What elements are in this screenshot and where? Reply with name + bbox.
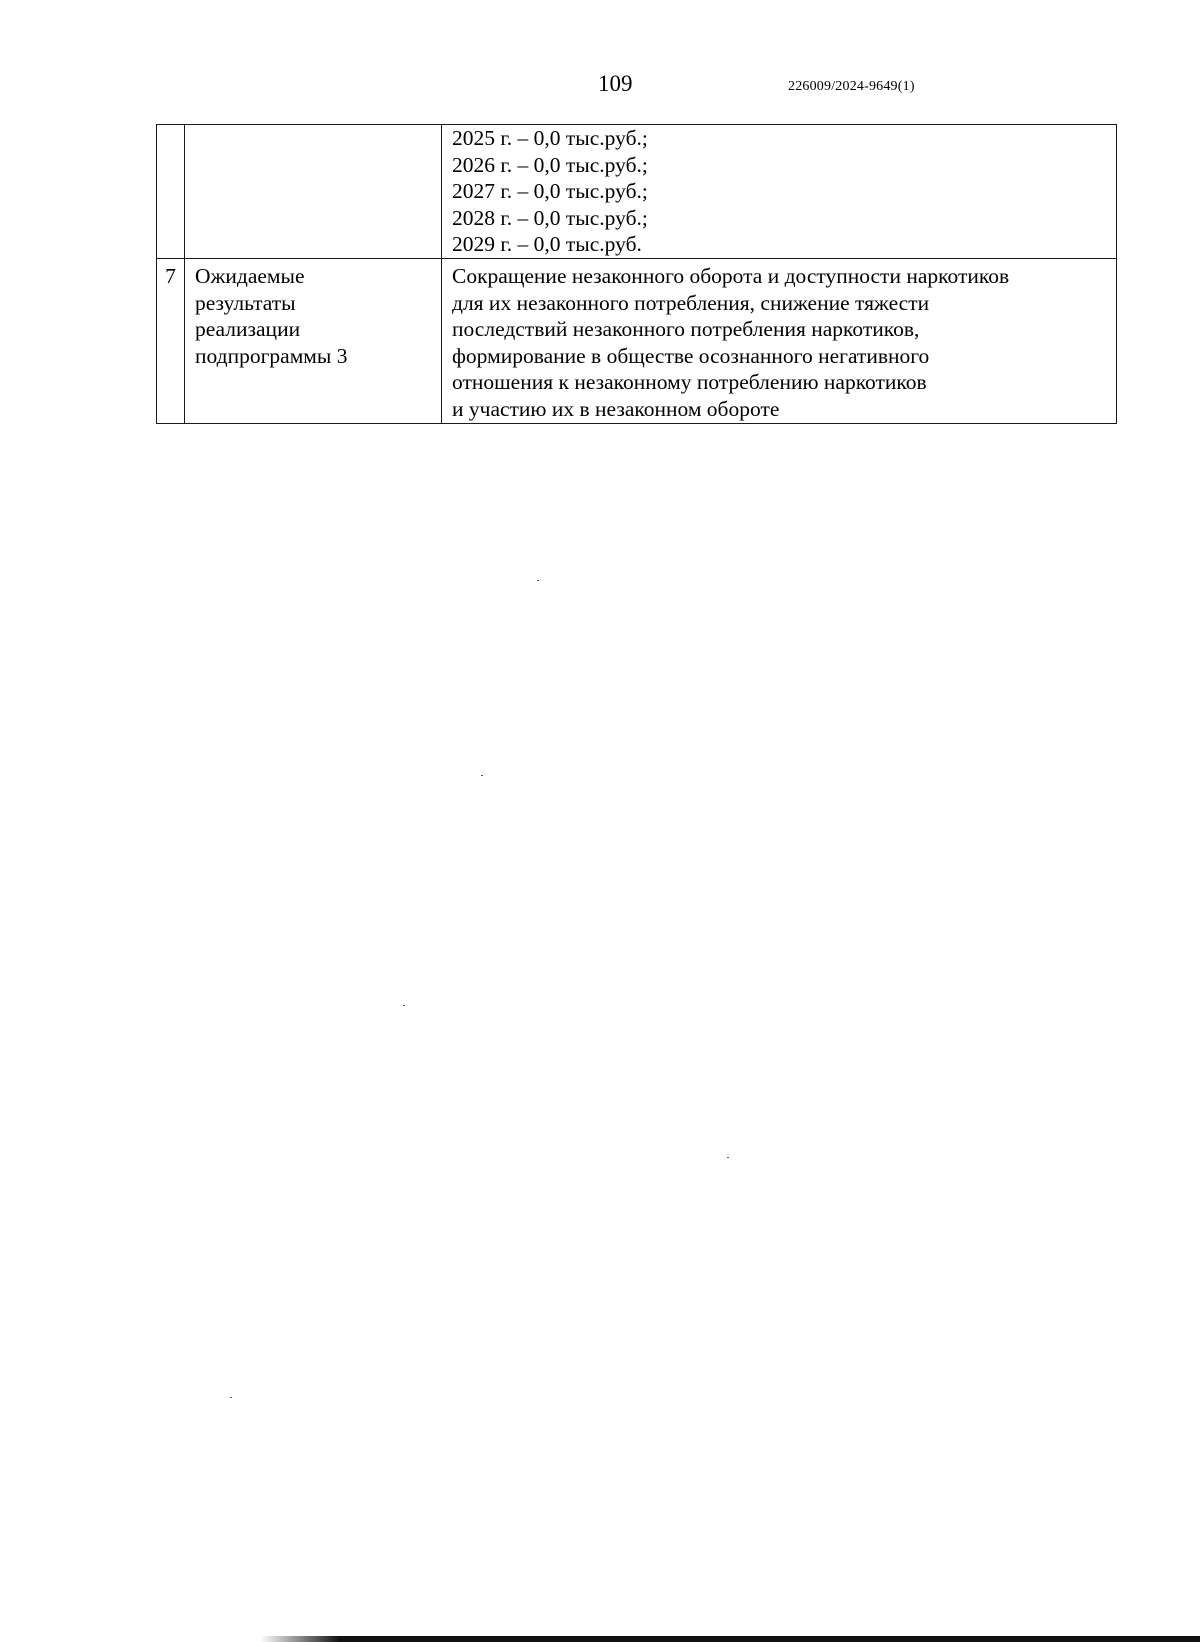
scan-speck bbox=[727, 1157, 729, 1158]
label-line: реализации bbox=[195, 317, 301, 342]
results-line: отношения к незаконному потреблению наркотиков bbox=[452, 370, 927, 395]
document-id: 226009/2024-9649(1) bbox=[788, 79, 915, 94]
results-line: и участию их в незаконном обороте bbox=[452, 396, 780, 421]
funding-cell bbox=[442, 125, 1117, 259]
results-line: последствий незаконного потребления наркотиков, bbox=[452, 317, 920, 342]
scan-speck bbox=[230, 1397, 232, 1398]
table-row bbox=[157, 258, 1117, 423]
row-number-cell bbox=[157, 125, 185, 259]
label-line: Ожидаемые bbox=[195, 263, 305, 288]
results-line: формирование в обществе осознанного негативного bbox=[452, 343, 930, 368]
funding-line-2027: 2027 г. – 0,0 тыс.руб.; bbox=[452, 179, 648, 204]
scan-speck bbox=[403, 1005, 405, 1006]
table-row bbox=[157, 125, 1117, 259]
funding-line-2025: 2025 г. – 0,0 тыс.руб.; bbox=[452, 126, 648, 150]
funding-line-2026: 2026 г. – 0,0 тыс.руб.; bbox=[452, 152, 648, 177]
results-line: для их незаконного потребления, снижение тяжести bbox=[452, 290, 930, 315]
row-number-cell: 7 bbox=[157, 258, 185, 423]
scan-speck bbox=[481, 775, 483, 776]
program-table bbox=[156, 124, 1117, 424]
funding-line-2028: 2028 г. – 0,0 тыс.руб.; bbox=[452, 205, 648, 230]
scan-speck bbox=[537, 580, 539, 581]
page-number: 109 bbox=[598, 71, 633, 96]
funding-line-2029: 2029 г. – 0,0 тыс.руб. bbox=[452, 232, 642, 257]
expected-results-cell bbox=[442, 258, 1117, 423]
row-label-cell bbox=[185, 258, 442, 423]
scan-bottom-edge bbox=[0, 1636, 1200, 1642]
label-line: подпрограммы 3 bbox=[195, 343, 348, 368]
results-line: Сокращение незаконного оборота и доступности наркотиков bbox=[452, 263, 1010, 288]
row-label-cell bbox=[185, 125, 442, 259]
label-line: результаты bbox=[195, 290, 296, 315]
